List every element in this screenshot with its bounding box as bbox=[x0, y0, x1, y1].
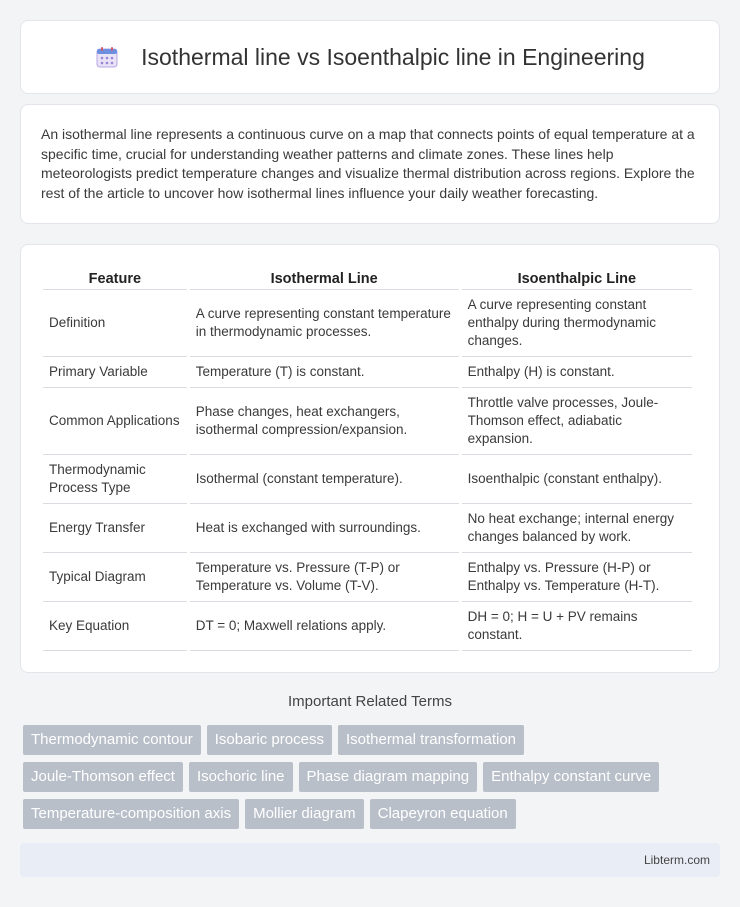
feature-cell: Common Applications bbox=[43, 388, 187, 455]
isoenthalpic-cell: DH = 0; H = U + PV remains constant. bbox=[462, 602, 692, 651]
related-term-tag[interactable]: Isothermal transformation bbox=[338, 725, 524, 755]
isothermal-cell: A curve representing constant temperature in thermodynamic processes. bbox=[190, 290, 459, 357]
comparison-card bbox=[20, 244, 720, 673]
header-feature: Feature bbox=[43, 263, 187, 290]
related-term-tag[interactable]: Isobaric process bbox=[207, 725, 332, 755]
tag-row bbox=[23, 762, 713, 792]
table-header-row bbox=[43, 263, 692, 290]
comparison-table bbox=[40, 263, 695, 651]
related-terms-list bbox=[23, 725, 713, 836]
page-title: Isothermal line vs Isoenthalpic line in Engineering bbox=[141, 43, 645, 70]
footer-site[interactable]: Libterm.com bbox=[643, 853, 710, 867]
isoenthalpic-cell: Enthalpy vs. Pressure (H-P) or Enthalpy vs. Temperature (H-T). bbox=[462, 553, 692, 602]
title-card bbox=[20, 20, 720, 94]
table-row bbox=[43, 455, 692, 504]
isothermal-cell: Temperature vs. Pressure (T-P) or Temperature vs. Volume (T-V). bbox=[190, 553, 459, 602]
intro-text: An isothermal line represents a continuous curve on a map that connects points of equal temperature at a specific time, crucial for understanding weather patterns and climate zones. These lines help meteorologists predict temperature changes and visualize thermal distribution across regions. Explore the rest of the article to uncover how isothermal lines influence your daily weather forecasting. bbox=[41, 126, 695, 201]
related-term-tag[interactable]: Isochoric line bbox=[189, 762, 293, 792]
feature-cell: Key Equation bbox=[43, 602, 187, 651]
isothermal-cell: Isothermal (constant temperature). bbox=[190, 455, 459, 504]
table-row bbox=[43, 504, 692, 553]
table-row bbox=[43, 602, 692, 651]
table-row bbox=[43, 290, 692, 357]
intro-card bbox=[20, 104, 720, 224]
isoenthalpic-cell: Enthalpy (H) is constant. bbox=[462, 357, 692, 388]
isoenthalpic-cell: A curve representing constant enthalpy during thermodynamic changes. bbox=[462, 290, 692, 357]
related-term-tag[interactable]: Thermodynamic contour bbox=[23, 725, 201, 755]
related-term-tag[interactable]: Temperature-composition axis bbox=[23, 799, 239, 829]
related-term-tag[interactable]: Clapeyron equation bbox=[370, 799, 516, 829]
related-term-tag[interactable]: Enthalpy constant curve bbox=[483, 762, 659, 792]
isoenthalpic-cell: Throttle valve processes, Joule-Thomson effect, adiabatic expansion. bbox=[462, 388, 692, 455]
feature-cell: Energy Transfer bbox=[43, 504, 187, 553]
feature-cell: Definition bbox=[43, 290, 187, 357]
tag-row bbox=[23, 725, 713, 755]
tag-row bbox=[23, 799, 713, 829]
related-term-tag[interactable]: Phase diagram mapping bbox=[299, 762, 478, 792]
isothermal-cell: Heat is exchanged with surroundings. bbox=[190, 504, 459, 553]
header-isothermal: Isothermal Line bbox=[190, 263, 459, 290]
isothermal-cell: Temperature (T) is constant. bbox=[190, 357, 459, 388]
isothermal-cell: Phase changes, heat exchangers, isothermal compression/expansion. bbox=[190, 388, 459, 455]
related-term-tag[interactable]: Joule-Thomson effect bbox=[23, 762, 183, 792]
related-terms-title: Important Related Terms bbox=[288, 693, 452, 710]
isoenthalpic-cell: Isoenthalpic (constant enthalpy). bbox=[462, 455, 692, 504]
isoenthalpic-cell: No heat exchange; internal energy changes balanced by work. bbox=[462, 504, 692, 553]
feature-cell: Primary Variable bbox=[43, 357, 187, 388]
feature-cell: Thermodynamic Process Type bbox=[43, 455, 187, 504]
table-row bbox=[43, 553, 692, 602]
footer bbox=[20, 843, 720, 877]
calendar-icon bbox=[95, 45, 119, 69]
table-row bbox=[43, 388, 692, 455]
isothermal-cell: DT = 0; Maxwell relations apply. bbox=[190, 602, 459, 651]
header-isoenthalpic: Isoenthalpic Line bbox=[462, 263, 692, 290]
table-row bbox=[43, 357, 692, 388]
related-term-tag[interactable]: Mollier diagram bbox=[245, 799, 364, 829]
feature-cell: Typical Diagram bbox=[43, 553, 187, 602]
